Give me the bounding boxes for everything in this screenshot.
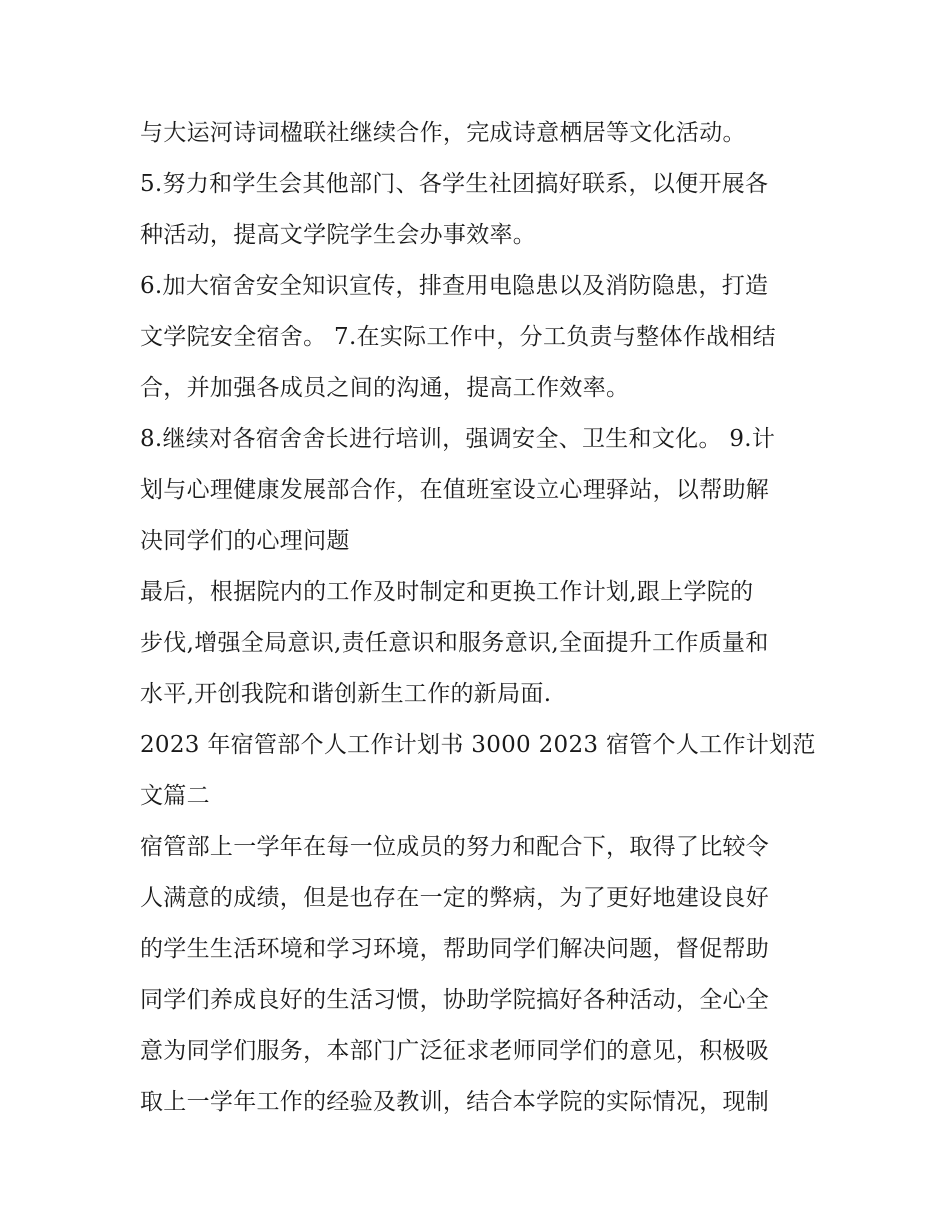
text-line: 意为同学们服务，本部门广泛征求老师同学们的意见，积极吸 — [140, 1038, 770, 1064]
text-line: 最后，根据院内的工作及时制定和更换工作计划,跟上学院的 — [140, 579, 754, 605]
text-line: 与大运河诗词楹联社继续合作，完成诗意栖居等文化活动。 — [140, 120, 746, 146]
text-line: 5.努力和学生会其他部门、各学生社团搞好联系，以便开展各 — [140, 171, 769, 197]
text-line: 宿管部上一学年在每一位成员的努力和配合下，取得了比较令 — [140, 834, 770, 860]
text-line: 划与心理健康发展部合作，在值班室设立心理驿站，以帮助解 — [140, 477, 770, 503]
text-line: 同学们养成良好的生活习惯，协助学院搞好各种活动，全心全 — [140, 987, 770, 1013]
section-heading-line: 2023 年宿管部个人工作计划书 3000 2023 宿管个人工作计划范 — [140, 732, 816, 758]
text-line: 水平,开创我院和谐创新生工作的新局面. — [140, 681, 552, 707]
text-line: 决同学们的心理问题 — [140, 528, 350, 554]
text-line: 8.继续对各宿舍舍长进行培训，强调安全、卫生和文化。 9.计 — [140, 426, 776, 452]
text-line: 种活动，提高文学院学生会办事效率。 — [140, 222, 537, 248]
text-line: 取上一学年工作的经验及教训，结合本学院的实际情况，现制 — [140, 1089, 770, 1115]
text-line: 合，并加强各成员之间的沟通，提高工作效率。 — [140, 375, 630, 401]
section-heading-line: 文篇二 — [140, 783, 210, 809]
text-line: 人满意的成绩，但是也存在一定的弊病，为了更好地建设良好 — [140, 885, 770, 911]
text-line: 步伐,增强全局意识,责任意识和服务意识,全面提升工作质量和 — [140, 630, 769, 656]
text-line: 6.加大宿舍安全知识宣传，排查用电隐患以及消防隐患，打造 — [140, 273, 769, 299]
text-line: 文学院安全宿舍。 7.在实际工作中，分工负责与整体作战相结 — [140, 324, 776, 350]
text-line: 的学生生活环境和学习环境，帮助同学们解决问题，督促帮助 — [140, 936, 770, 962]
document-body — [140, 108, 820, 1128]
